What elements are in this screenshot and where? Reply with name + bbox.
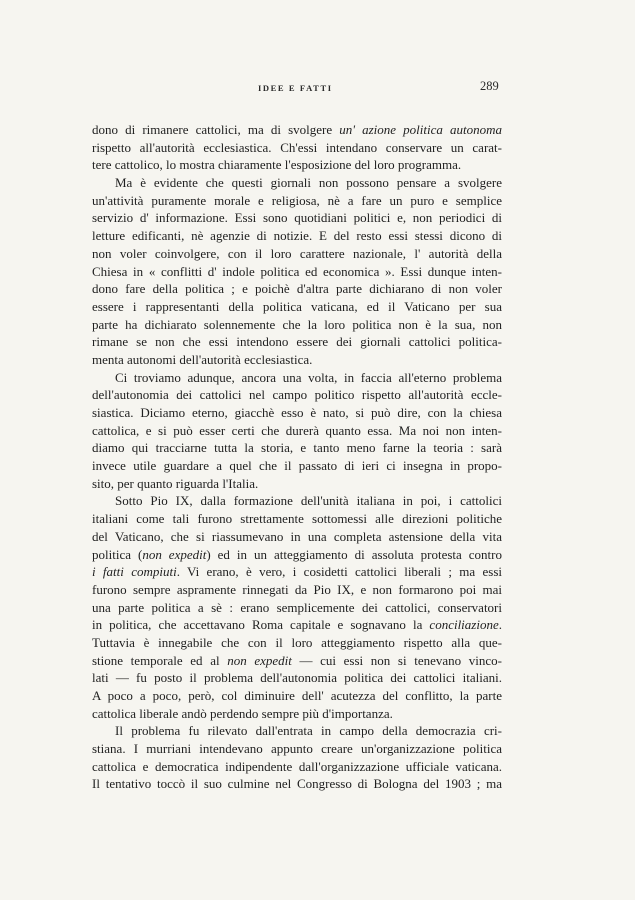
text-line bbox=[92, 492, 502, 510]
text-segment: diamo qui tracciarne tutta la storia, e tanto meno farne la teoria : sarà bbox=[92, 440, 502, 456]
italic-text: i fatti compiuti bbox=[92, 564, 177, 580]
text-segment: ) ed in un atteggiamento di assoluta protesta contro bbox=[206, 546, 502, 562]
text-line bbox=[92, 174, 502, 192]
text-segment: . Vi erano, è vero, i cosidetti cattolici liberali ; ma essi bbox=[176, 564, 502, 580]
text-segment: Il problema fu rilevato dall'entrata in campo della democrazia cri- bbox=[115, 723, 502, 739]
text-segment: stiana. I murriani intendevano appunto creare un'organizzazione politica bbox=[92, 741, 502, 757]
text-line bbox=[92, 687, 502, 705]
paragraph bbox=[92, 722, 502, 793]
italic-text: un' azione politica autonoma bbox=[339, 122, 502, 137]
paragraph bbox=[92, 492, 502, 722]
text-segment: una parte politica a sè : erano semplicemente dei cattolici, conservatori bbox=[92, 599, 502, 615]
text-line bbox=[92, 404, 502, 422]
text-line bbox=[92, 705, 502, 723]
text-segment: tere cattolico, lo mostra chiaramente l'esposizione del loro programma. bbox=[92, 157, 462, 173]
text-segment: Ci troviamo adunque, ancora una volta, in faccia all'eterno problema bbox=[115, 369, 502, 385]
text-segment: siastica. Diciamo eterno, giacchè esso è nato, si può dire, con la chiesa bbox=[92, 405, 502, 420]
text-line bbox=[92, 245, 502, 263]
text-segment: furono sempre aspramente rinnegati da Pio IX, e non formarono poi mai bbox=[92, 581, 502, 597]
text-segment: rimane se non che essi intendono essere dei giornali cattolici politica- bbox=[92, 334, 502, 350]
text-segment: . bbox=[498, 617, 502, 633]
text-line bbox=[92, 528, 502, 546]
text-segment: lati — fu posto il problema dell'autonomia politica dei cattolici italiani. bbox=[92, 670, 502, 686]
text-segment: non voler coinvolgere, con il loro carattere nazionale, l' autorità della bbox=[92, 245, 502, 261]
text-segment: dono di rimanere cattolici, ma di svolgere bbox=[92, 122, 340, 137]
italic-text: conciliazione bbox=[429, 617, 499, 633]
text-line bbox=[92, 156, 502, 174]
text-line bbox=[92, 652, 502, 670]
text-line bbox=[92, 616, 502, 634]
text-line bbox=[92, 722, 502, 740]
text-line bbox=[92, 369, 502, 387]
text-segment: invece utile guardare a quel che il passato di ieri ci insegna in propo- bbox=[92, 458, 502, 474]
text-line bbox=[92, 457, 502, 475]
text-segment: del Vaticano, che si riassumevano in una completa astensione della vita bbox=[92, 528, 502, 544]
text-segment: letture edificanti, nè agenzie di notizie. E del resto essi stessi dicono di bbox=[92, 228, 502, 244]
text-segment: parte ha dichiarato solennemente che la loro politica non è la sua, non bbox=[92, 316, 502, 332]
text-line bbox=[92, 669, 502, 687]
text-line bbox=[92, 475, 502, 493]
text-line bbox=[92, 386, 502, 404]
text-segment: politica ( bbox=[92, 546, 143, 562]
text-segment: in politica, che accettavano Roma capitale e sognavano la bbox=[92, 617, 430, 633]
text-line bbox=[92, 351, 502, 369]
text-line bbox=[92, 139, 502, 157]
paragraph bbox=[92, 121, 502, 174]
text-segment: cattolica liberale andò perdendo sempre più d'importanza. bbox=[92, 705, 393, 721]
text-segment: dell'autonomia dei cattolici nel campo politico rispetto all'autorità eccle- bbox=[92, 387, 502, 403]
text-line bbox=[92, 316, 502, 334]
text-line bbox=[92, 510, 502, 528]
text-line bbox=[92, 546, 502, 564]
text-segment: cattolica e democratica indipendente dall'organizzazione ufficiale vaticana. bbox=[92, 758, 502, 774]
italic-text: non expedit bbox=[227, 652, 292, 668]
text-line bbox=[92, 280, 502, 298]
text-segment: un'attività puramente morale e religiosa, nè a fare un puro e semplice bbox=[92, 192, 502, 208]
running-head: IDEE E FATTI bbox=[258, 83, 333, 93]
text-segment: Tuttavia è innegabile che con il loro atteggiamento rispetto alla que- bbox=[92, 634, 502, 650]
text-line bbox=[92, 581, 502, 599]
text-line bbox=[92, 209, 502, 227]
page-number: 289 bbox=[480, 79, 499, 93]
text-line bbox=[92, 599, 502, 617]
text-line bbox=[92, 563, 502, 581]
text-segment: servizio d' informazione. Essi sono quotidiani politici e, non periodici di bbox=[92, 210, 502, 226]
text-line bbox=[92, 121, 502, 139]
text-segment: A poco a poco, però, col diminuire dell' acutezza del conflitto, la parte bbox=[92, 688, 502, 703]
text-segment: italiani come tali furono strettamente sottomessi alle direzioni politiche bbox=[92, 511, 502, 527]
text-segment: cattolica, e si può esser certi che durerà quanto essa. Ma noi non inten- bbox=[92, 422, 502, 438]
paragraph bbox=[92, 174, 502, 369]
italic-text: non expedit bbox=[142, 546, 207, 562]
paragraph bbox=[92, 369, 502, 493]
text-segment: Sotto Pio IX, dalla formazione dell'unità italiana in poi, i cattolici bbox=[115, 493, 502, 509]
text-line bbox=[92, 227, 502, 245]
text-segment: menta autonomi dell'autorità ecclesiastica. bbox=[92, 351, 313, 367]
body-text bbox=[92, 121, 502, 793]
text-segment: essere i rappresentanti della politica vaticana, ed il Vaticano per sua bbox=[92, 298, 502, 314]
text-line bbox=[92, 439, 502, 457]
text-line bbox=[92, 298, 502, 316]
text-segment: sito, per quanto riguarda l'Italia. bbox=[92, 475, 259, 491]
text-line bbox=[92, 634, 502, 652]
text-segment: stione temporale ed al bbox=[92, 652, 228, 668]
text-line bbox=[92, 758, 502, 776]
text-line bbox=[92, 422, 502, 440]
text-line bbox=[92, 263, 502, 281]
text-segment: Chiesa in « conflitti d' indole politica ed economica ». Essi dunque inten- bbox=[92, 263, 502, 279]
text-line bbox=[92, 775, 502, 793]
text-line bbox=[92, 192, 502, 210]
text-segment: — cui essi non si tenevano vinco- bbox=[291, 652, 502, 668]
text-segment: rispetto all'autorità ecclesiastica. Ch'essi intendano conservare un carat- bbox=[92, 139, 502, 155]
text-segment: Il tentativo toccò il suo culmine nel Congresso di Bologna del 1903 ; ma bbox=[92, 776, 502, 792]
text-segment: Ma è evidente che questi giornali non possono pensare a svolgere bbox=[115, 175, 502, 191]
text-line bbox=[92, 333, 502, 351]
text-line bbox=[92, 740, 502, 758]
text-segment: dono fare della politica ; e poichè d'altra parte dichiarano di non voler bbox=[92, 281, 502, 297]
